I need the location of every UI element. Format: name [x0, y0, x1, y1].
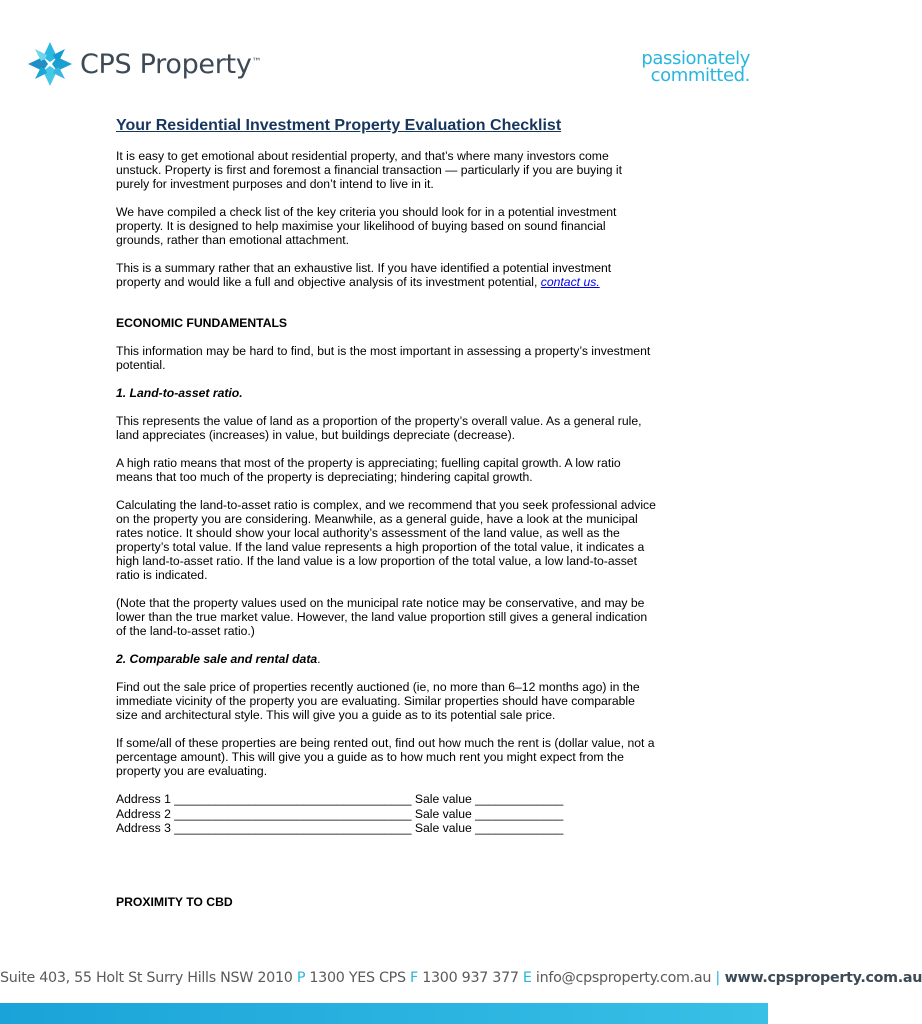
cps-property-logo[interactable]	[26, 40, 261, 88]
slogan-line-1: passionately	[641, 48, 750, 69]
document-body	[116, 116, 656, 836]
slogan	[600, 50, 750, 84]
section-heading-proximity: PROXIMITY TO CBD	[116, 895, 233, 909]
contact-us-link[interactable]: contact us.	[540, 275, 600, 289]
address-row-3[interactable]: Address 3 ___________________________________ Sale value _____________	[116, 821, 564, 835]
section-intro: This information may be hard to find, but is the most important in assessing a property’s investment potential.	[116, 344, 651, 372]
address-row-1[interactable]: Address 1 ___________________________________ Sale value _____________	[116, 792, 564, 806]
slogan-line-2: committed.	[650, 65, 750, 86]
intro-paragraph-2: We have compiled a check list of the key criteria you should look for in a potential investment property. It is designed to help maximise your likelihood of buying based on sound financial grounds, rather than emotional attachment.	[116, 205, 617, 247]
phone-label: P	[296, 970, 306, 986]
comparable-paragraph-1: Find out the sale price of properties recently auctioned (ie, no more than 6–12 months ago) in the immediate vicinity of the property you are evaluating. Similar properties should have comparable size and architectural style. This will give you a guide as to its potential sale price.	[116, 680, 640, 722]
section-heading-economic: ECONOMIC FUNDAMENTALS	[116, 316, 288, 330]
page-header	[0, 0, 768, 110]
cps-star-logo-icon	[26, 40, 74, 88]
footer-website[interactable]: www.cpsproperty.com.au	[719, 970, 922, 986]
land-paragraph-1: This represents the value of land as a proportion of the property’s overall value. As a general rule, land appreciates (increases) in value, but buildings depreciate (decrease).	[116, 414, 642, 442]
subheading-comparable-sale: 2. Comparable sale and rental data.	[116, 652, 321, 666]
comparable-paragraph-2: If some/all of these properties are being rented out, find out how much the rent is (dollar value, not a percentage amount). This will give you a guide as to how much rent you might expect from the property you are evaluating.	[116, 736, 655, 778]
address-fields	[116, 792, 656, 836]
footer-fax: 1300 937 377	[417, 970, 523, 986]
intro-paragraph-1: It is easy to get emotional about residential property, and that’s where many investors come unstuck. Property is first and foremost a financial transaction — particularly if you are buying it purely for investment purposes and don’t intend to live in it.	[116, 149, 623, 191]
address-row-2[interactable]: Address 2 ___________________________________ Sale value _____________	[116, 806, 564, 821]
subheading-land-to-asset: 1. Land-to-asset ratio.	[116, 386, 243, 400]
land-paragraph-3: Calculating the land-to-asset ratio is complex, and we recommend that you seek professional advice on the property you are considering. Meanwhile, as a general guide, have a look at the municipal rates notice. It should show your local authority’s assessment of the land value, as well as the property’s total value. If the land value represents a high proportion of the total value, it indicates a high land-to-asset ratio. If the land value is a low proportion of the total value, a low land-to-asset ratio is indicated.	[116, 498, 656, 582]
land-paragraph-2: A high ratio means that most of the property is appreciating; fuelling capital growth. A low ratio means that too much of the property is depreciating; hindering capital growth.	[116, 456, 621, 484]
footer-phone: 1300 YES CPS	[305, 970, 411, 986]
footer-address: Suite 403, 55 Holt St Surry Hills NSW 2010	[0, 970, 297, 986]
intro-paragraph-3	[116, 261, 656, 289]
document-title: Your Residential Investment Property Evaluation Checklist	[116, 117, 562, 134]
page-footer	[0, 970, 922, 1000]
email-label: E	[522, 970, 532, 986]
fax-label: F	[410, 970, 418, 986]
footer-email[interactable]: info@cpsproperty.com.au	[531, 970, 716, 986]
footer-separator: |	[715, 970, 720, 986]
intro-paragraph-3-text: This is a summary rather that an exhaustive list. If you have identified a potential investment property and would like a full and objective analysis of its investment potential,	[116, 261, 612, 289]
footer-color-bar	[0, 1003, 768, 1024]
land-paragraph-4: (Note that the property values used on the municipal rate notice may be conservative, and may be lower than the true market value. However, the land value proportion still gives a general indication of the land-to-asset ratio.)	[116, 596, 648, 638]
logo-wordmark: CPS Property™	[80, 48, 262, 80]
